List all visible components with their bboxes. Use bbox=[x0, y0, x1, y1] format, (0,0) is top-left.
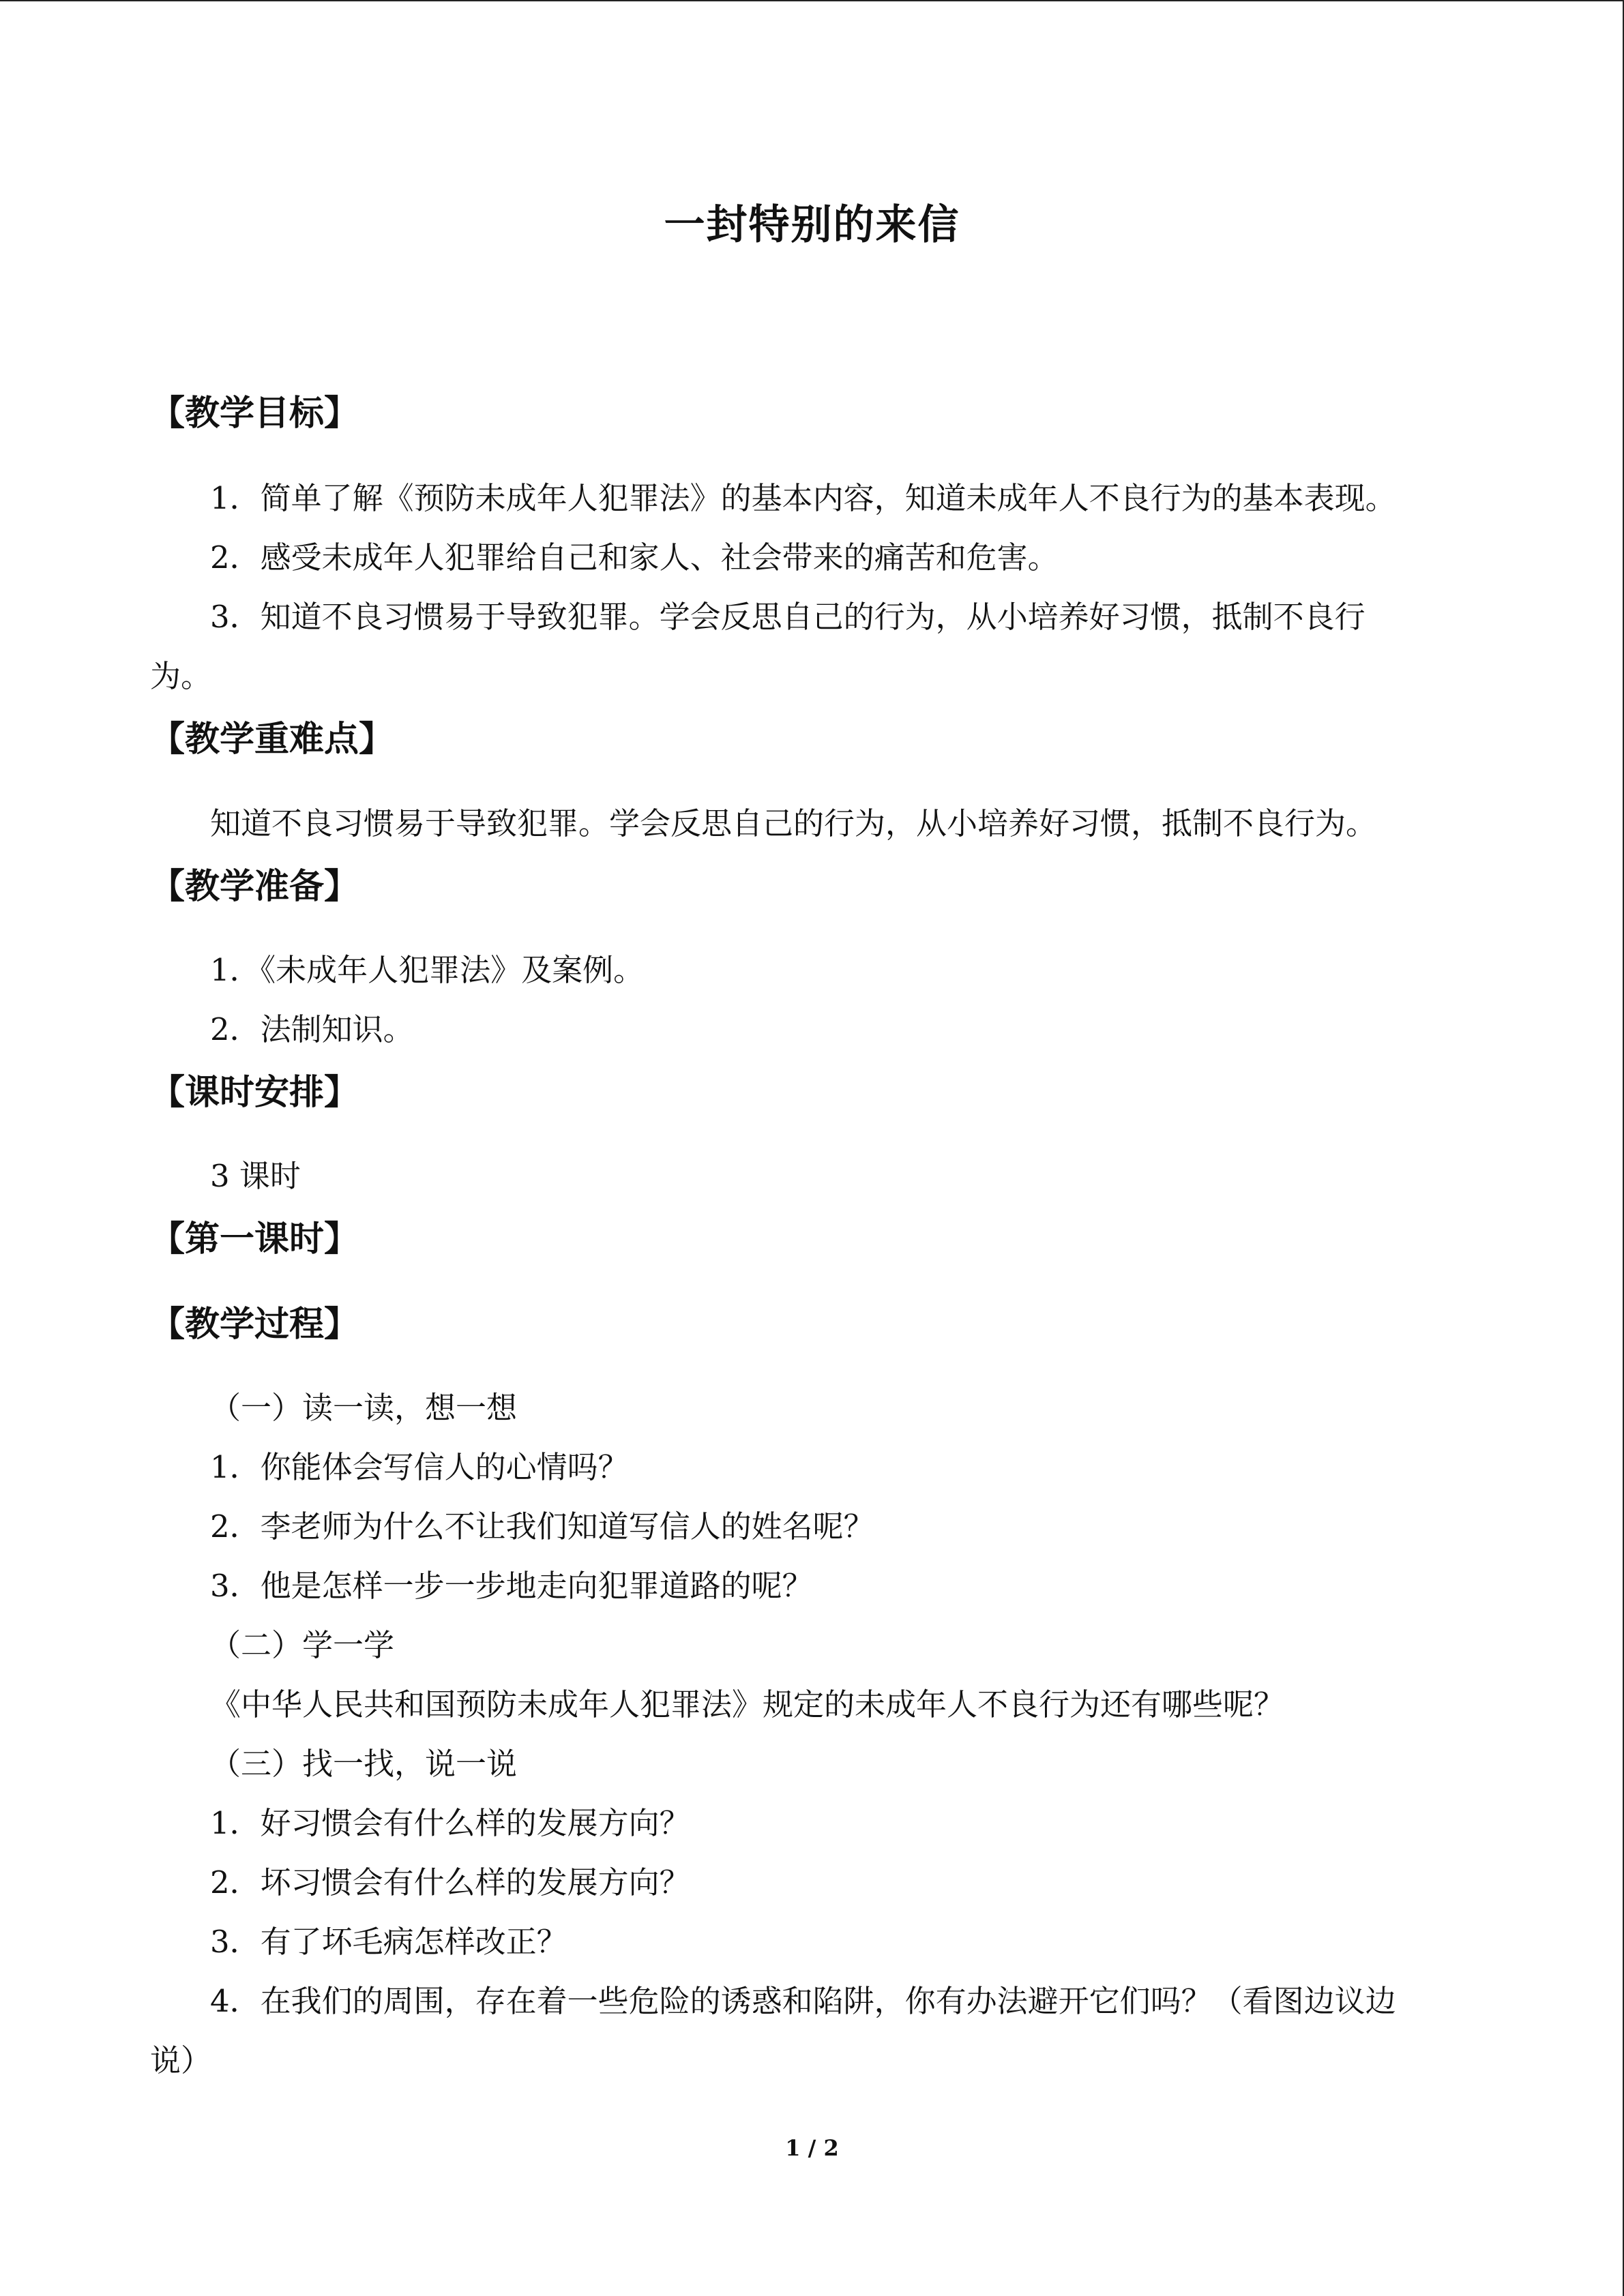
objective-line-1: 1．简单了解《预防未成年人犯罪法》的基本内容，知道未成年人不良行为的基本表现。 bbox=[210, 480, 1396, 516]
process-line-11-continued: 说） bbox=[150, 2042, 212, 2078]
process-line-2: 1．你能体会写信人的心情吗？ bbox=[210, 1449, 629, 1485]
process-line-9: 2．坏习惯会有什么样的发展方向？ bbox=[210, 1864, 690, 1900]
process-line-7: （三）找一找，说一说 bbox=[210, 1746, 518, 1782]
process-line-6: 《中华人民共和国预防未成年人犯罪法》规定的未成年人不良行为还有哪些呢？ bbox=[210, 1686, 1285, 1723]
preparation-line-1: 1．《未成年人犯罪法》及案例。 bbox=[210, 952, 645, 988]
process-line-1: （一）读一读，想一想 bbox=[210, 1390, 518, 1426]
document-title: 一封特别的来信 bbox=[664, 201, 960, 249]
process-line-5: （二）学一学 bbox=[210, 1627, 395, 1663]
heading-process: 【教学过程】 bbox=[150, 1304, 359, 1345]
process-line-4: 3．他是怎样一步一步地走向犯罪道路的呢？ bbox=[210, 1568, 813, 1604]
process-line-8: 1．好习惯会有什么样的发展方向？ bbox=[210, 1805, 690, 1841]
objective-line-3-continued: 为。 bbox=[150, 658, 212, 694]
objective-line-3: 3．知道不良习惯易于导致犯罪。学会反思自己的行为，从小培养好习惯，抵制不良行 bbox=[210, 599, 1365, 635]
process-line-3: 2．李老师为什么不让我们知道写信人的姓名呢？ bbox=[210, 1508, 874, 1545]
heading-preparation: 【教学准备】 bbox=[150, 867, 359, 907]
process-line-10: 3．有了坏毛病怎样改正？ bbox=[210, 1924, 567, 1960]
key-points-line-1: 知道不良习惯易于导致犯罪。学会反思自己的行为，从小培养好习惯，抵制不良行为。 bbox=[210, 805, 1377, 841]
heading-objectives: 【教学目标】 bbox=[150, 393, 359, 434]
heading-first-lesson: 【第一课时】 bbox=[150, 1219, 359, 1259]
page-indicator: 1 / 2 bbox=[785, 2135, 839, 2161]
process-line-11: 4．在我们的周围，存在着一些危险的诱惑和陷阱，你有办法避开它们吗？（看图边议边 bbox=[210, 1983, 1396, 2019]
heading-key-points: 【教学重难点】 bbox=[150, 719, 394, 760]
objective-line-2: 2．感受未成年人犯罪给自己和家人、社会带来的痛苦和危害。 bbox=[210, 539, 1059, 576]
schedule-line-1: 3 课时 bbox=[210, 1158, 301, 1194]
heading-schedule: 【课时安排】 bbox=[150, 1073, 359, 1113]
preparation-line-2: 2．法制知识。 bbox=[210, 1011, 414, 1047]
